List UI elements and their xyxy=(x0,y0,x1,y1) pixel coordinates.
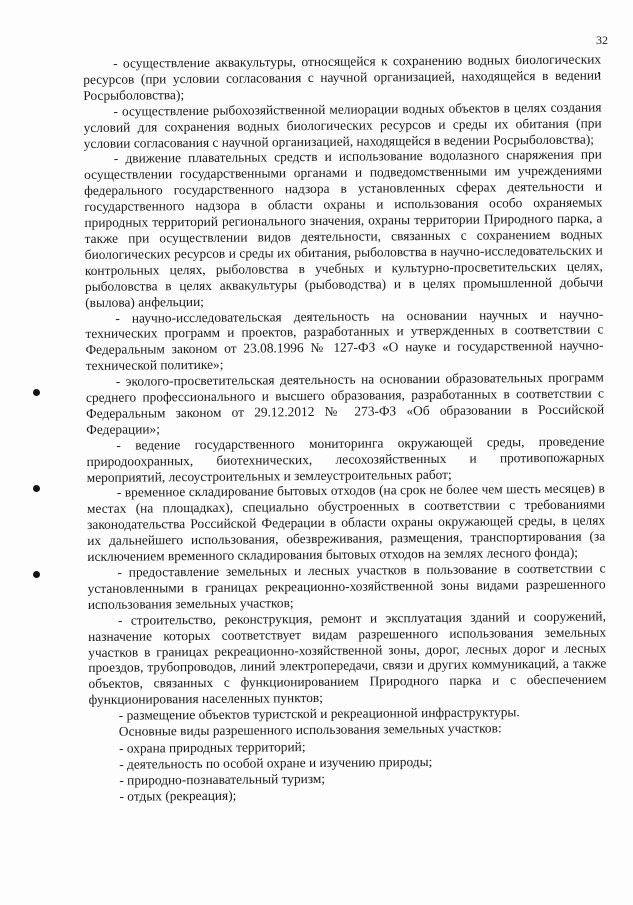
binder-hole-mark xyxy=(33,389,40,396)
paragraph-melioration: - осуществление рыбохозяйственной мелиорации водных объектов в целях создания условий для сохранения водных биологических ресурсов и среды их обитания (при условии согласования с научной организацией, находящейся в ведении Росрыболовства); xyxy=(83,99,602,151)
document-body xyxy=(83,51,608,804)
list-heading: Основные виды разрешенного использования земельных участков: xyxy=(118,720,502,739)
paragraph-research: - научно-исследовательская деятельность на основании научных и научно-технических программ и проектов, разработанных и утвержденных в соответствии с Федеральным законом от 23.08.1996 № 127-ФЗ «О науке и государственной научно-технической политике»; xyxy=(85,305,604,374)
binder-hole-mark xyxy=(33,485,40,492)
paragraph-waste-storage: - временное складирование бытовых отходов (на срок не более чем шесть месяцев) в местах (на площадках), специально обустроенных в соответствии с требованиями законодательства Российской Федерации в области охраны окружающей среды, в целях их дальнейшего использования, обезвреживания, размещения, транспортирования (за исключением временного складирования бытовых отходов на землях лесного фонда); xyxy=(86,480,606,565)
paragraph-eco-education: - эколого-просветительская деятельность на основании образовательных программ среднего профессионального и высшего образования, разработанных в соответствии с Федеральным законом от 29.12.2012 № 273-ФЗ «Об образовании в Российской Федерации»; xyxy=(85,369,605,437)
paragraph-land-use: - предоставление земельных и лесных участков в пользование в соответствии с установленными в границах рекреационно-хозяйственной зоны видами разрешенного использования земельных участков; xyxy=(87,560,606,612)
list-item: - деятельность по особой охране и изучению природы; xyxy=(119,753,433,772)
binder-hole-mark xyxy=(33,571,40,578)
paragraph-aquaculture: - осуществление аквакультуры, относящейся к сохранению водных биологических ресурсов (при условии согласования с научной организацией, находящейся в ведении Росрыболовства); xyxy=(83,51,602,103)
page-number: 32 xyxy=(596,33,608,47)
paragraph-tourism-infrastructure: - размещение объектов туристской и рекреационной инфраструктуры. xyxy=(118,704,520,723)
paragraph-monitoring: - ведение государственного мониторинга окружающей среды, проведение природоохранных, биотехнических, лесохозяйственных и противопожарных мероприятий, лесоустроительных и землеустроительных работ; xyxy=(86,433,605,485)
paragraph-construction: - строительство, реконструкция, ремонт и эксплуатация зданий и сооружений, назначение которых соответствует видам разрешенного использования земельных участков в границах рекреационно-хозяйственной зоны, дорог, лесных дорог и лесных проездов, трубопроводов, линий электропередачи, связи и других коммуникаций, а также объектов, связанных с функционированием Природного парка и с обеспечением функционирования населенных пунктов; xyxy=(87,608,607,708)
list-item: - охрана природных территорий; xyxy=(118,739,306,756)
list-item: - отдых (рекреация); xyxy=(119,787,237,804)
paragraph-vessels-diving: - движение плавательных средств и использование водолазного снаряжения при осуществлении государственными органами и подведомственными им учреждениями федерального государственного надзора в установленных сферах деятельности и государственного надзора в области охраны и использования особо охраняемых природных территорий регионального значения, охраны территории Природного парка, а также при осуществлении видов деятельности, связанных с сохранением водных биологических ресурсов и среды их обитания, рыболовства в научно-исследовательских и контрольных целях, рыболовства в учебных и культурно-просветительских целях, рыболовства в целях аквакультуры (рыбоводства) и в целях промышленной добычи (вылова) анфельции; xyxy=(83,146,604,310)
list-item: - природно-познавательный туризм; xyxy=(119,770,326,788)
